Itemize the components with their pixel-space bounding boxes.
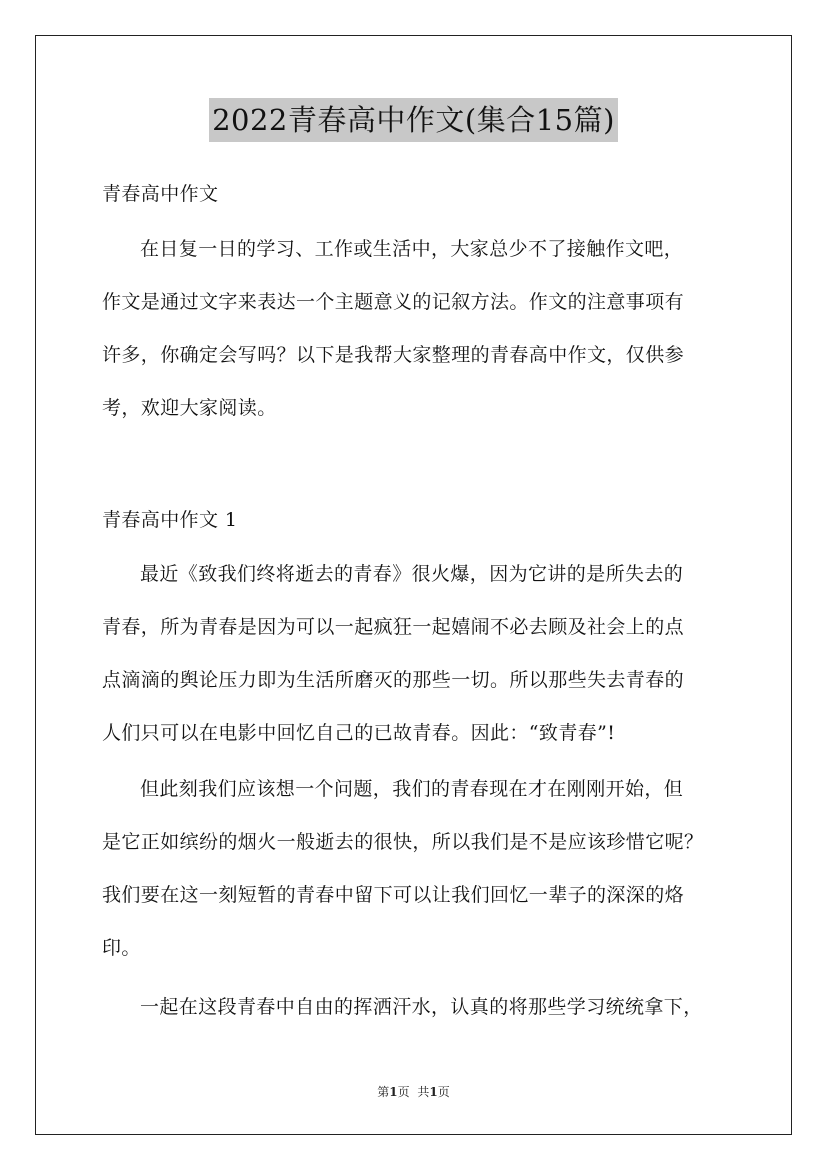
footer-page-suffix: 页 xyxy=(397,1085,410,1099)
title-container xyxy=(0,98,827,142)
footer-page-prefix: 第 xyxy=(377,1085,390,1099)
essay1-line: 青春，所为青春是因为可以一起疯狂一起嬉闹不必去顾及社会上的点 xyxy=(102,616,685,638)
intro-line: 作文是通过文字来表达一个主题意义的记叙方法。作文的注意事项有 xyxy=(102,291,685,313)
essay1-line: 点滴滴的舆论压力即为生活所磨灭的那些一切。所以那些失去青春的 xyxy=(102,669,685,691)
intro-line: 许多，你确定会写吗？以下是我帮大家整理的青春高中作文，仅供参 xyxy=(102,344,685,366)
footer-page-number: 1 xyxy=(389,1085,398,1099)
essay1-line: 印。 xyxy=(102,937,141,959)
intro-heading: 青春高中作文 xyxy=(102,183,219,205)
intro-line: 在日复一日的学习、工作或生活中，大家总少不了接触作文吧， xyxy=(140,238,684,260)
essay1-line: 我们要在这一刻短暂的青春中留下可以让我们回忆一辈子的深深的烙 xyxy=(102,884,685,906)
essay1-line: 人们只可以在电影中回忆自己的已故青春。因此：“致青春”! xyxy=(102,722,616,744)
essay1-line: 是它正如缤纷的烟火一般逝去的很快，所以我们是不是应该珍惜它呢？ xyxy=(102,831,704,853)
essay1-heading: 青春高中作文 1 xyxy=(102,509,238,531)
essay1-line: 最近《致我们终将逝去的青春》很火爆，因为它讲的是所失去的 xyxy=(140,563,684,585)
footer-total-pages: 1 xyxy=(429,1085,438,1099)
footer-total-suffix: 页 xyxy=(437,1085,450,1099)
document-title: 2022青春高中作文(集合15篇) xyxy=(209,98,618,142)
essay1-line: 但此刻我们应该想一个问题，我们的青春现在才在刚刚开始，但 xyxy=(140,778,684,800)
page-footer xyxy=(0,1084,827,1100)
essay1-line: 一起在这段青春中自由的挥洒汗水，认真的将那些学习统统拿下， xyxy=(140,996,703,1018)
intro-line: 考，欢迎大家阅读。 xyxy=(102,397,277,419)
footer-total-prefix: 共 xyxy=(417,1085,430,1099)
